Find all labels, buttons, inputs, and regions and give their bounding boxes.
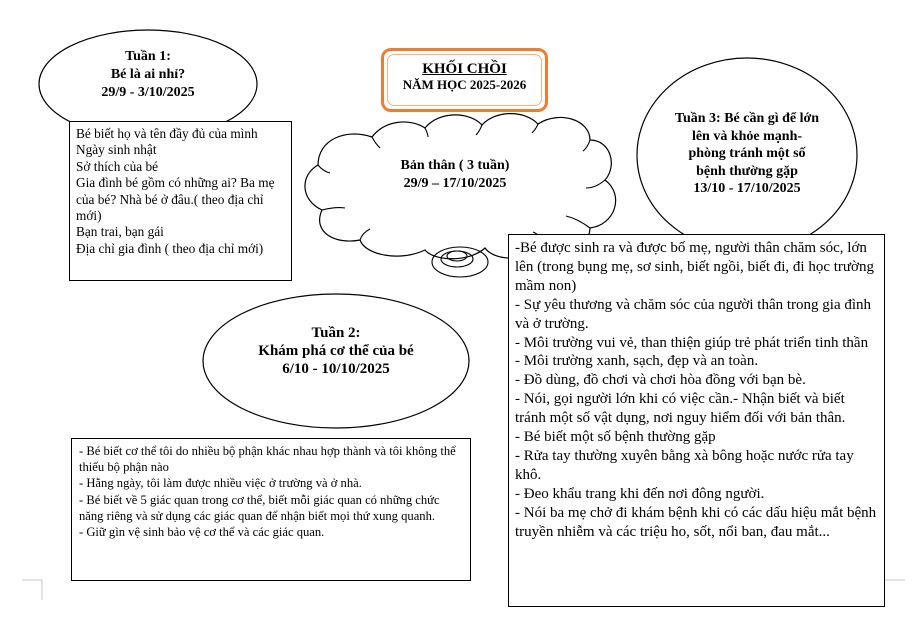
week1-dates: 29/9 - 3/10/2025 xyxy=(101,85,195,100)
week3-title-line: bệnh thường gặp xyxy=(696,163,798,179)
theme-title xyxy=(360,157,550,193)
week1-name: Bé là ai nhỉ? xyxy=(110,67,186,82)
week2-heading: Tuần 2: xyxy=(311,325,361,341)
week3-item: - Nói, gọi người lớn khi có việc cần.- Nhận biết và biết tránh một số vật dụng, nơi nguy hiểm đối với bản thân. xyxy=(515,391,846,427)
title-text: KHỐI CHỒI xyxy=(422,61,507,77)
week2-title xyxy=(226,324,446,378)
week3-item: -Bé được sinh ra và được bố mẹ, người thân chăm sóc, lớn lên (trong bụng mẹ, sơ sinh, biết ngồi, biết đi, đi học trường mầm non) xyxy=(515,240,874,294)
week3-content-box xyxy=(508,234,885,607)
week3-item: - Đồ dùng, đồ chơi và chơi hòa đồng với bạn bè. xyxy=(515,372,806,389)
week3-item: - Đeo khẩu trang khi đến nơi đông người. xyxy=(515,485,765,502)
theme-name: Bản thân ( 3 tuần) xyxy=(400,158,510,173)
week3-title xyxy=(652,110,842,198)
week3-item: - Rửa tay thường xuyên bằng xà bông hoặc nước rửa tay khô. xyxy=(515,447,854,483)
week1-title xyxy=(58,48,238,102)
title-box xyxy=(381,48,548,112)
week3-title-line: lên và khỏe mạnh- xyxy=(691,128,803,144)
week3-title-line: Tuần 3: Bé cần gì để lớn xyxy=(674,111,820,126)
week1-item: Bạn trai, bạn gái xyxy=(76,224,164,240)
week2-content-box xyxy=(71,438,471,581)
week3-dates: 13/10 - 17/10/2025 xyxy=(693,181,801,196)
week2-item: - Hằng ngày, tôi làm được nhiều việc ở trường và ở nhà. xyxy=(79,476,362,491)
week1-item: Bé biết họ và tên đầy đủ của mình xyxy=(76,126,258,141)
week3-title-line: phòng tránh một số xyxy=(688,146,806,161)
week2-item: - Giữ gìn vệ sinh bảo vệ cơ thể và các giác quan. xyxy=(79,525,325,540)
week1-item: Gia đình bé gồm có những ai? Ba mẹ của bé? Nhà bé ở đâu.( theo địa chỉ mới) xyxy=(76,175,275,224)
week1-item: Ngày sinh nhật xyxy=(76,142,157,158)
theme-dates: 29/9 – 17/10/2025 xyxy=(403,176,507,191)
week3-item: - Nói ba mẹ chở đi khám bệnh khi có các dấu hiệu mắt bệnh truyền nhiễm và các triệu ho, sốt, nổi ban, đau mắt... xyxy=(515,504,877,540)
week1-item: Địa chỉ gia đình ( theo địa chỉ mới) xyxy=(76,240,264,256)
week3-item: - Môi trường vui vẻ, than thiện giúp trẻ phát triển tinh thần xyxy=(515,334,869,351)
week2-dates: 6/10 - 10/10/2025 xyxy=(282,361,390,377)
week1-content-box xyxy=(69,121,292,281)
week3-item: - Môi trường xanh, sạch, đẹp và an toàn. xyxy=(515,353,759,370)
week2-item: - Bé biết về 5 giác quan trong cơ thể, biết mỗi giác quan có những chức năng riêng và sử dụng các giác quan để nhận biết mọi thứ xung quanh. xyxy=(79,492,440,523)
week2-item: - Bé biết cơ thể tôi do nhiều bộ phận khác nhau hợp thành và tôi không thể thiếu bộ phận nào xyxy=(79,444,456,475)
week3-item: - Sự yêu thương và chăm sóc của người thân trong gia đình và ở trường. xyxy=(515,296,872,332)
week2-name: Khám phá cơ thể của bé xyxy=(258,343,414,359)
week3-item: - Bé biết một số bệnh thường gặp xyxy=(515,429,716,446)
school-year: NĂM HỌC 2025-2026 xyxy=(402,77,527,92)
page-corner-mark-left xyxy=(22,580,42,600)
week1-item: Sở thích của bé xyxy=(76,158,158,174)
week1-heading: Tuần 1: xyxy=(125,49,171,64)
